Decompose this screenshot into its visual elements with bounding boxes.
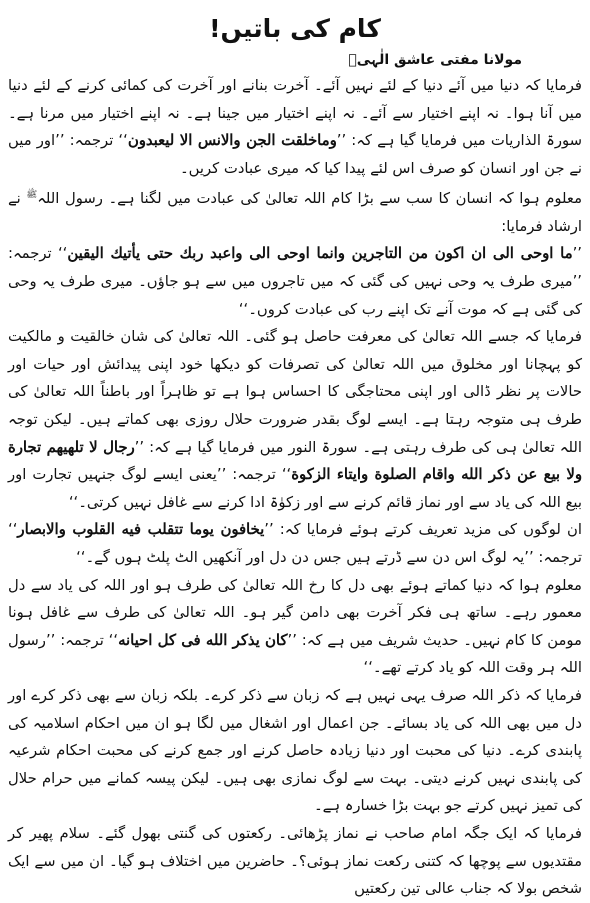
page-title: کام کی باتیں! (209, 14, 381, 43)
arabic-quote: يخافون يوما تتقلب فيه القلوب والابصار (17, 521, 265, 539)
paragraph-8: فرمایا کہ ایک جگہ امام صاحب نے نماز پڑھائی۔ رکعتوں کی گنتی بھول گئے۔ سلام پھیر کر مقتدیوں سے پوچھا کہ کتنی رکعت نماز ہوئی؟۔ حاضرین میں اختلاف ہو گیا۔ ان میں سے ایک شخص بولا کہ جناب عالی تین رکعتیں (8, 824, 582, 898)
paragraph-1: فرمایا کہ دنیا میں آئے دنیا کے لئے نہیں آئے۔ آخرت بنانے اور آخرت کی کمائی کرنے کے لئے دنیا میں آنا ہوا۔ نہ اپنے اختیار سے آئے۔ نہ اپنے اختیار میں جینا ہے۔ نہ اپنے اختیار میں مرنا ہے۔ سورۃ الذاریات میں فرمایا گیا ہے کہ: ’’وماخلقت الجن والانس الا ليعبدون‘‘ ترجمہ: ’’اور میں نے جن اور انسان کو صرف اس لئے پیدا کیا کہ میری عبادت کریں۔ (8, 77, 583, 177)
article-body (8, 72, 582, 903)
paragraph-6: معلوم ہوا کہ دنیا کماتے ہوئے بھی دل کا رخ اللہ تعالیٰ کی طرف ہو اور اللہ کی یاد سے دل معمور رہے۔ ساتھ ہی فکر آخرت بھی دامن گیر ہو۔ اللہ تعالیٰ کی طرف سے غافل ہونا مومن کا کام نہیں۔ حدیث شریف میں ہے کہ: ’’كان يذكر الله فى كل احيانه‘‘ ترجمہ: ’’رسول اللہ ہر وقت اللہ کو یاد کرتے تھے۔‘‘ (8, 576, 582, 677)
paragraph-3: ’’ما اوحى الى ان اكون من التاجرين وانما اوحى الى واعبد ربك حتى يأتيك اليقين‘‘ ترجمہ: ’’میری طرف یہ وحی نہیں کی گئی کہ میں تاجروں میں سے ہو جاؤں۔ میری طرف یہ وحی کی گئی ہے کہ موت آنے تک اپنے رب کی عبادت کروں۔‘‘ (8, 245, 582, 318)
arabic-quote: كان يذكر الله فى كل احيانه (118, 631, 288, 649)
paragraph-5: ان لوگوں کی مزید تعریف کرتے ہوئے فرمایا کہ: ’’يخافون يوما تتقلب فيه القلوب والابصار‘‘ ترجمہ: ’’یہ لوگ اس دن سے ڈرتے ہیں جس دن دل اور آنکھیں الٹ پلٹ ہوں گے۔‘‘ (8, 521, 583, 567)
arabic-quote: رجال لا تلهيهم تجارة ولا بيع عن ذكر الله واقام الصلوة وايتاء الزكوة (8, 438, 582, 484)
paragraph-2: معلوم ہوا کہ انسان کا سب سے بڑا کام اللہ تعالیٰ کی عبادت میں لگنا ہے۔ رسول اللہ$^ﷺ$ نے ارشاد فرمایا: (8, 190, 582, 235)
paragraph-4: فرمایا کہ جسے اللہ تعالیٰ کی معرفت حاصل ہو گئی۔ اللہ تعالیٰ کی شان خالقیت و مالکیت کو پہچانا اور مخلوق میں اللہ تعالیٰ کی تصرفات کو دیکھا خود اپنی پیدائش اور حیات اور حالات پر نظر ڈالی اور اپنی محتاجگی کا احساس ہوا ہے تو ظاہراً اور باطناً اللہ تعالیٰ کی طرف ہی متوجہ رہتا ہے۔ ایسے لوگ بقدر ضرورت حلال روزی بھی کماتے ہیں۔ لیکن توجہ اللہ تعالیٰ ہی کی طرف رہتی ہے۔ سورۃ النور میں فرمایا گیا ہے کہ: ’’رجال لا تلهيهم تجارة ولا بيع عن ذكر الله واقام الصلوة وايتاء الزكوة‘‘ ترجمہ: ’’یعنی ایسے لوگ جنہیں تجارت اور بیع اللہ کی یاد سے اور نماز قائم کرنے سے اور زکوٰۃ ادا کرنے سے غافل نہیں کرتی۔‘‘ (8, 328, 582, 511)
arabic-quote: ما اوحى الى ان اكون من التاجرين وانما اوحى الى واعبد ربك حتى يأتيك اليقين (67, 245, 573, 263)
salawat-symbol: ﷺ (26, 190, 38, 201)
arabic-quote: وماخلقت الجن والانس الا ليعبدون (127, 132, 337, 150)
paragraph-7: فرمایا کہ ذکر اللہ صرف یہی نہیں ہے کہ زبان سے ذکر کرے۔ بلکہ زبان سے بھی ذکر کرے اور دل میں بھی اللہ کی یاد بسائے۔ جن اعمال اور اشغال میں لگا ہو ان میں احکام اسلامیہ کی پابندی کرے۔ دنیا کی محبت اور دنیا زیادہ حاصل کرنے اور جمع کرنے کی محبت احکام شرعیہ کی پابندی نہیں کرنے دیتی۔ بہت سے لوگ نمازی بھی ہیں۔ لیکن پیسہ کمانے میں حرام حلال کی تمیز نہیں کرتے جو بہت بڑا خسارہ ہے۔ (8, 686, 582, 815)
author-byline: مولانا مفتی عاشق الٰہیؒ (348, 52, 522, 68)
